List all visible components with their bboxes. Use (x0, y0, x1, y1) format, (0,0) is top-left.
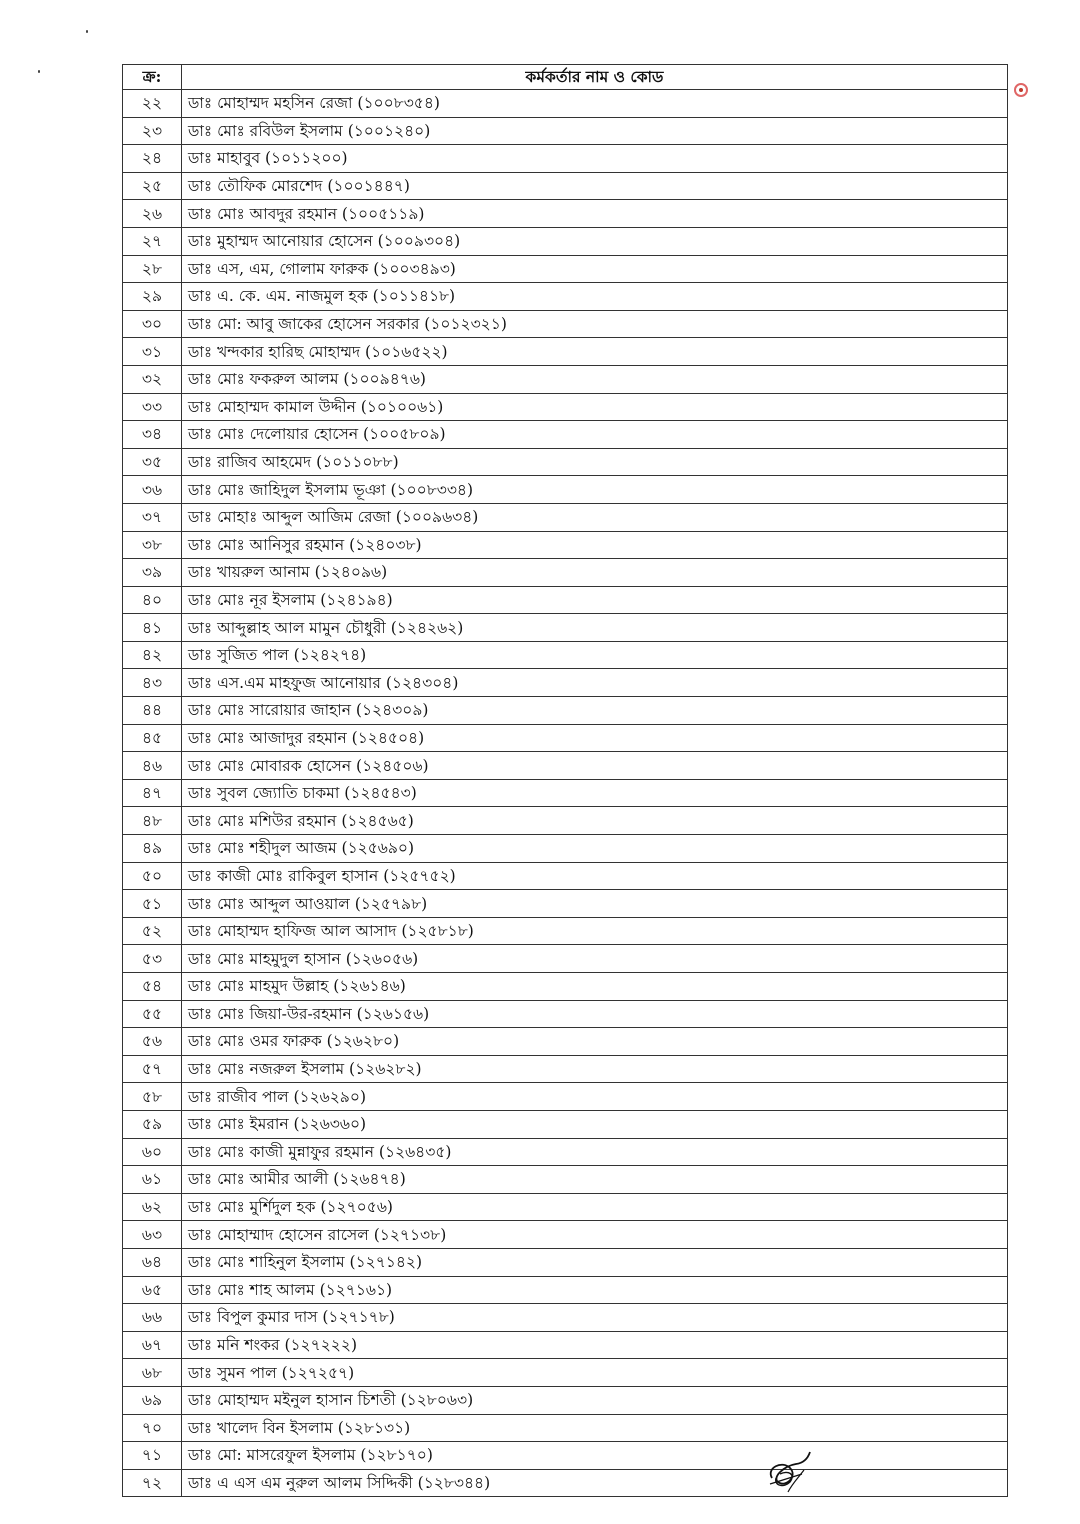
table-row (123, 669, 1008, 697)
serial-number-cell: ৩৮ (123, 531, 182, 559)
serial-number-cell: ২৭ (123, 227, 182, 255)
serial-number-cell: ৪৯ (123, 835, 182, 863)
serial-number-cell: ২৩ (123, 117, 182, 145)
serial-number-cell: ৫৭ (123, 1055, 182, 1083)
serial-number-cell: ৪২ (123, 641, 182, 669)
serial-number-cell: ৭২ (123, 1469, 182, 1497)
serial-number-cell: ৩৭ (123, 503, 182, 531)
table-row (123, 255, 1008, 283)
officer-name-code-cell: ডাঃ মোঃ সারোয়ার জাহান (১২৪৩০৯) (182, 697, 1008, 725)
scan-speck (38, 70, 40, 73)
serial-number-cell: ৬৭ (123, 1331, 182, 1359)
serial-number-cell: ৬১ (123, 1166, 182, 1194)
table-row (123, 531, 1008, 559)
serial-number-cell: ৬৪ (123, 1248, 182, 1276)
officer-name-code-cell: ডাঃ মোঃ রবিউল ইসলাম (১০০১২৪০) (182, 117, 1008, 145)
table-row (123, 973, 1008, 1001)
table-row (123, 1110, 1008, 1138)
officer-name-code-cell: ডাঃ মোঃ জাহিদুল ইসলাম ভূঞা (১০০৮৩৩৪) (182, 476, 1008, 504)
table-row (123, 1276, 1008, 1304)
signature-icon (760, 1448, 820, 1496)
officer-name-code-cell: ডাঃ খন্দকার হারিছ মোহাম্মদ (১০১৬৫২২) (182, 338, 1008, 366)
officer-name-code-cell: ডাঃ মোঃ কাজী মুন্নাফুর রহমান (১২৬৪৩৫) (182, 1138, 1008, 1166)
officer-name-code-cell: ডাঃ মোঃ মুর্শিদুল হক (১২৭০৫৬) (182, 1193, 1008, 1221)
officer-name-code-cell: ডাঃ সুজিত পাল (১২৪২৭৪) (182, 641, 1008, 669)
serial-number-cell: ৫৯ (123, 1110, 182, 1138)
table-row (123, 1248, 1008, 1276)
table-row (123, 200, 1008, 228)
officer-name-code-cell: ডাঃ মোঃ মোবারক হোসেন (১২৪৫০৬) (182, 752, 1008, 780)
name-code-column-header: কর্মকর্তার নাম ও কোড (182, 65, 1008, 90)
serial-number-cell: ৩৬ (123, 476, 182, 504)
serial-number-cell: ৬৫ (123, 1276, 182, 1304)
serial-number-cell: ৫৫ (123, 1000, 182, 1028)
officer-name-code-cell: ডাঃ মোঃ শহীদুল আজম (১২৫৬৯০) (182, 835, 1008, 863)
table-row (123, 448, 1008, 476)
officer-name-code-cell: ডাঃ রাজীব পাল (১২৬২৯০) (182, 1083, 1008, 1111)
serial-number-cell: ৪৫ (123, 724, 182, 752)
table-row (123, 117, 1008, 145)
officer-name-code-cell: ডাঃ মোঃ নজরুল ইসলাম (১২৬২৮২) (182, 1055, 1008, 1083)
officer-name-code-cell: ডাঃ আব্দুল্লাহ আল মামুন চৌধুরী (১২৪২৬২) (182, 614, 1008, 642)
table-row (123, 917, 1008, 945)
table-row (123, 559, 1008, 587)
officer-name-code-cell: ডাঃ তৌফিক মোরশেদ (১০০১৪৪৭) (182, 172, 1008, 200)
officer-name-code-cell: ডাঃ মোঃ আব্দুল আওয়াল (১২৫৭৯৮) (182, 890, 1008, 918)
table-row (123, 807, 1008, 835)
officer-name-code-cell: ডাঃ সুবল জ্যোতি চাকমা (১২৪৫৪৩) (182, 779, 1008, 807)
serial-number-cell: ৫৩ (123, 945, 182, 973)
officer-name-code-cell: ডাঃ খায়রুল আনাম (১২৪০৯৬) (182, 559, 1008, 587)
officer-name-code-cell: ডাঃ মোঃ শাহ আলম (১২৭১৬১) (182, 1276, 1008, 1304)
serial-number-cell: ৩৪ (123, 421, 182, 449)
table-row (123, 1166, 1008, 1194)
serial-number-cell: ৫৬ (123, 1028, 182, 1056)
table-row (123, 890, 1008, 918)
officer-name-code-cell: ডাঃ এ এস এম নুরুল আলম সিদ্দিকী (১২৮৩৪৪) (182, 1469, 1008, 1497)
table-row (123, 697, 1008, 725)
officer-name-code-cell: ডাঃ এস, এম, গোলাম ফারুক (১০০৩৪৯৩) (182, 255, 1008, 283)
serial-number-cell: ৬৬ (123, 1304, 182, 1332)
serial-number-cell: ২৪ (123, 145, 182, 173)
officer-name-code-cell: ডাঃ এস.এম মাহফুজ আনোয়ার (১২৪৩০৪) (182, 669, 1008, 697)
table-row (123, 1000, 1008, 1028)
officer-name-code-cell: ডাঃ মোঃ শাহিনুল ইসলাম (১২৭১৪২) (182, 1248, 1008, 1276)
table-row (123, 503, 1008, 531)
serial-number-cell: ৭০ (123, 1414, 182, 1442)
officer-name-code-cell: ডাঃ মোঃ ইমরান (১২৬৩৬০) (182, 1110, 1008, 1138)
table-header-row (123, 65, 1008, 90)
officer-name-code-cell: ডাঃ রাজিব আহমেদ (১০১১০৮৮) (182, 448, 1008, 476)
table-row (123, 1028, 1008, 1056)
table-row (123, 310, 1008, 338)
table-row (123, 365, 1008, 393)
table-row (123, 227, 1008, 255)
serial-number-cell: ৬৮ (123, 1359, 182, 1387)
table-row (123, 614, 1008, 642)
serial-number-cell: ২৬ (123, 200, 182, 228)
officer-name-code-cell: ডাঃ সুমন পাল (১২৭২৫৭) (182, 1359, 1008, 1387)
table-row (123, 1386, 1008, 1414)
serial-number-cell: ২৫ (123, 172, 182, 200)
serial-number-cell: ৪৮ (123, 807, 182, 835)
table-row (123, 1359, 1008, 1387)
officer-name-code-cell: ডাঃ কাজী মোঃ রাকিবুল হাসান (১২৫৭৫২) (182, 862, 1008, 890)
serial-number-cell: ২৯ (123, 283, 182, 311)
serial-number-cell: ৩১ (123, 338, 182, 366)
serial-number-cell: ৫২ (123, 917, 182, 945)
officer-name-code-cell: ডাঃ মো: আবু জাকের হোসেন সরকার (১০১২৩২১) (182, 310, 1008, 338)
table-row (123, 1055, 1008, 1083)
officer-name-code-cell: ডাঃ মোহাম্মদ মইনুল হাসান চিশতী (১২৮০৬৩) (182, 1386, 1008, 1414)
table-row (123, 1193, 1008, 1221)
table-row (123, 90, 1008, 118)
record-dot-icon (1014, 83, 1028, 97)
serial-number-cell: ৩০ (123, 310, 182, 338)
table-row (123, 283, 1008, 311)
officer-name-code-cell: ডাঃ মোঃ দেলোয়ার হোসেন (১০০৫৮০৯) (182, 421, 1008, 449)
table-row (123, 1083, 1008, 1111)
serial-number-cell: ৪৭ (123, 779, 182, 807)
serial-number-cell: ৬৯ (123, 1386, 182, 1414)
table-row (123, 945, 1008, 973)
table-row (123, 1414, 1008, 1442)
officer-name-code-cell: ডাঃ মোঃ মাহমুদ উল্লাহ (১২৬১৪৬) (182, 973, 1008, 1001)
table-row (123, 586, 1008, 614)
officer-name-code-cell: ডাঃ মোঃ আজাদুর রহমান (১২৪৫০৪) (182, 724, 1008, 752)
table-row (123, 1138, 1008, 1166)
serial-number-cell: ৬০ (123, 1138, 182, 1166)
table-row (123, 862, 1008, 890)
serial-number-cell: ৪৪ (123, 697, 182, 725)
serial-number-cell: ২৮ (123, 255, 182, 283)
serial-number-cell: ৫৮ (123, 1083, 182, 1111)
table-row (123, 393, 1008, 421)
serial-number-cell: ৭১ (123, 1442, 182, 1470)
officer-name-code-cell: ডাঃ মোঃ জিয়া-উর-রহমান (১২৬১৫৬) (182, 1000, 1008, 1028)
table-row (123, 476, 1008, 504)
serial-column-header: ক্র: (123, 65, 182, 90)
officer-name-code-cell: ডাঃ মোঃ মাহমুদুল হাসান (১২৬০৫৬) (182, 945, 1008, 973)
officer-name-code-cell: ডাঃ মনি শংকর (১২৭২২২) (182, 1331, 1008, 1359)
table-row (123, 1469, 1008, 1497)
serial-number-cell: ৫৪ (123, 973, 182, 1001)
serial-number-cell: ৪৬ (123, 752, 182, 780)
officer-name-code-cell: ডাঃ মোঃ ফকরুল আলম (১০০৯৪৭৬) (182, 365, 1008, 393)
officer-name-code-cell: ডাঃ মোহাম্মদ কামাল উদ্দীন (১০১০০৬১) (182, 393, 1008, 421)
table-row (123, 752, 1008, 780)
table-row (123, 1221, 1008, 1249)
serial-number-cell: ৩৯ (123, 559, 182, 587)
officer-name-code-cell: ডাঃ মোঃ আবদুর রহমান (১০০৫১১৯) (182, 200, 1008, 228)
officer-name-code-cell: ডাঃ এ. কে. এম. নাজমুল হক (১০১১৪১৮) (182, 283, 1008, 311)
table-row (123, 145, 1008, 173)
table-row (123, 835, 1008, 863)
officer-name-code-cell: ডাঃ মোঃ ওমর ফারুক (১২৬২৮০) (182, 1028, 1008, 1056)
serial-number-cell: ৩৫ (123, 448, 182, 476)
officer-name-code-cell: ডাঃ মোঃ আমীর আলী (১২৬৪৭৪) (182, 1166, 1008, 1194)
serial-number-cell: ৪৩ (123, 669, 182, 697)
officer-name-code-cell: ডাঃ মোঃ নূর ইসলাম (১২৪১৯৪) (182, 586, 1008, 614)
officer-name-code-cell: ডাঃ মো: মাসরেফুল ইসলাম (১২৮১৭০) (182, 1442, 1008, 1470)
officer-name-code-cell: ডাঃ খালেদ বিন ইসলাম (১২৮১৩১) (182, 1414, 1008, 1442)
serial-number-cell: ৪০ (123, 586, 182, 614)
officer-name-code-cell: ডাঃ মাহাবুব (১০১১২০০) (182, 145, 1008, 173)
table-body (123, 90, 1008, 1497)
officer-name-code-cell: ডাঃ মোহাম্মদ হাফিজ আল আসাদ (১২৫৮১৮) (182, 917, 1008, 945)
serial-number-cell: ২২ (123, 90, 182, 118)
officer-name-code-cell: ডাঃ মোহাঃ আব্দুল আজিম রেজা (১০০৯৬৩৪) (182, 503, 1008, 531)
table-row (123, 724, 1008, 752)
table-row (123, 1442, 1008, 1470)
officer-name-code-cell: ডাঃ মোহাম্মাদ হোসেন রাসেল (১২৭১৩৮) (182, 1221, 1008, 1249)
serial-number-cell: ৩৩ (123, 393, 182, 421)
table-row (123, 172, 1008, 200)
serial-number-cell: ৩২ (123, 365, 182, 393)
table-row (123, 1331, 1008, 1359)
table-row (123, 641, 1008, 669)
officer-name-code-cell: ডাঃ বিপুল কুমার দাস (১২৭১৭৮) (182, 1304, 1008, 1332)
serial-number-cell: ৫১ (123, 890, 182, 918)
serial-number-cell: ৪১ (123, 614, 182, 642)
table-row (123, 1304, 1008, 1332)
scan-speck (86, 30, 88, 33)
officer-name-code-cell: ডাঃ মোঃ আনিসুর রহমান (১২৪০৩৮) (182, 531, 1008, 559)
table-row (123, 338, 1008, 366)
table-row (123, 779, 1008, 807)
table-row (123, 421, 1008, 449)
officer-name-code-cell: ডাঃ মোহাম্মদ মহসিন রেজা (১০০৮৩৫৪) (182, 90, 1008, 118)
officer-name-code-cell: ডাঃ মুহাম্মদ আনোয়ার হোসেন (১০০৯৩০৪) (182, 227, 1008, 255)
officer-list-table (122, 64, 1008, 1497)
serial-number-cell: ৬৩ (123, 1221, 182, 1249)
serial-number-cell: ৬২ (123, 1193, 182, 1221)
serial-number-cell: ৫০ (123, 862, 182, 890)
officer-name-code-cell: ডাঃ মোঃ মশিউর রহমান (১২৪৫৬৫) (182, 807, 1008, 835)
